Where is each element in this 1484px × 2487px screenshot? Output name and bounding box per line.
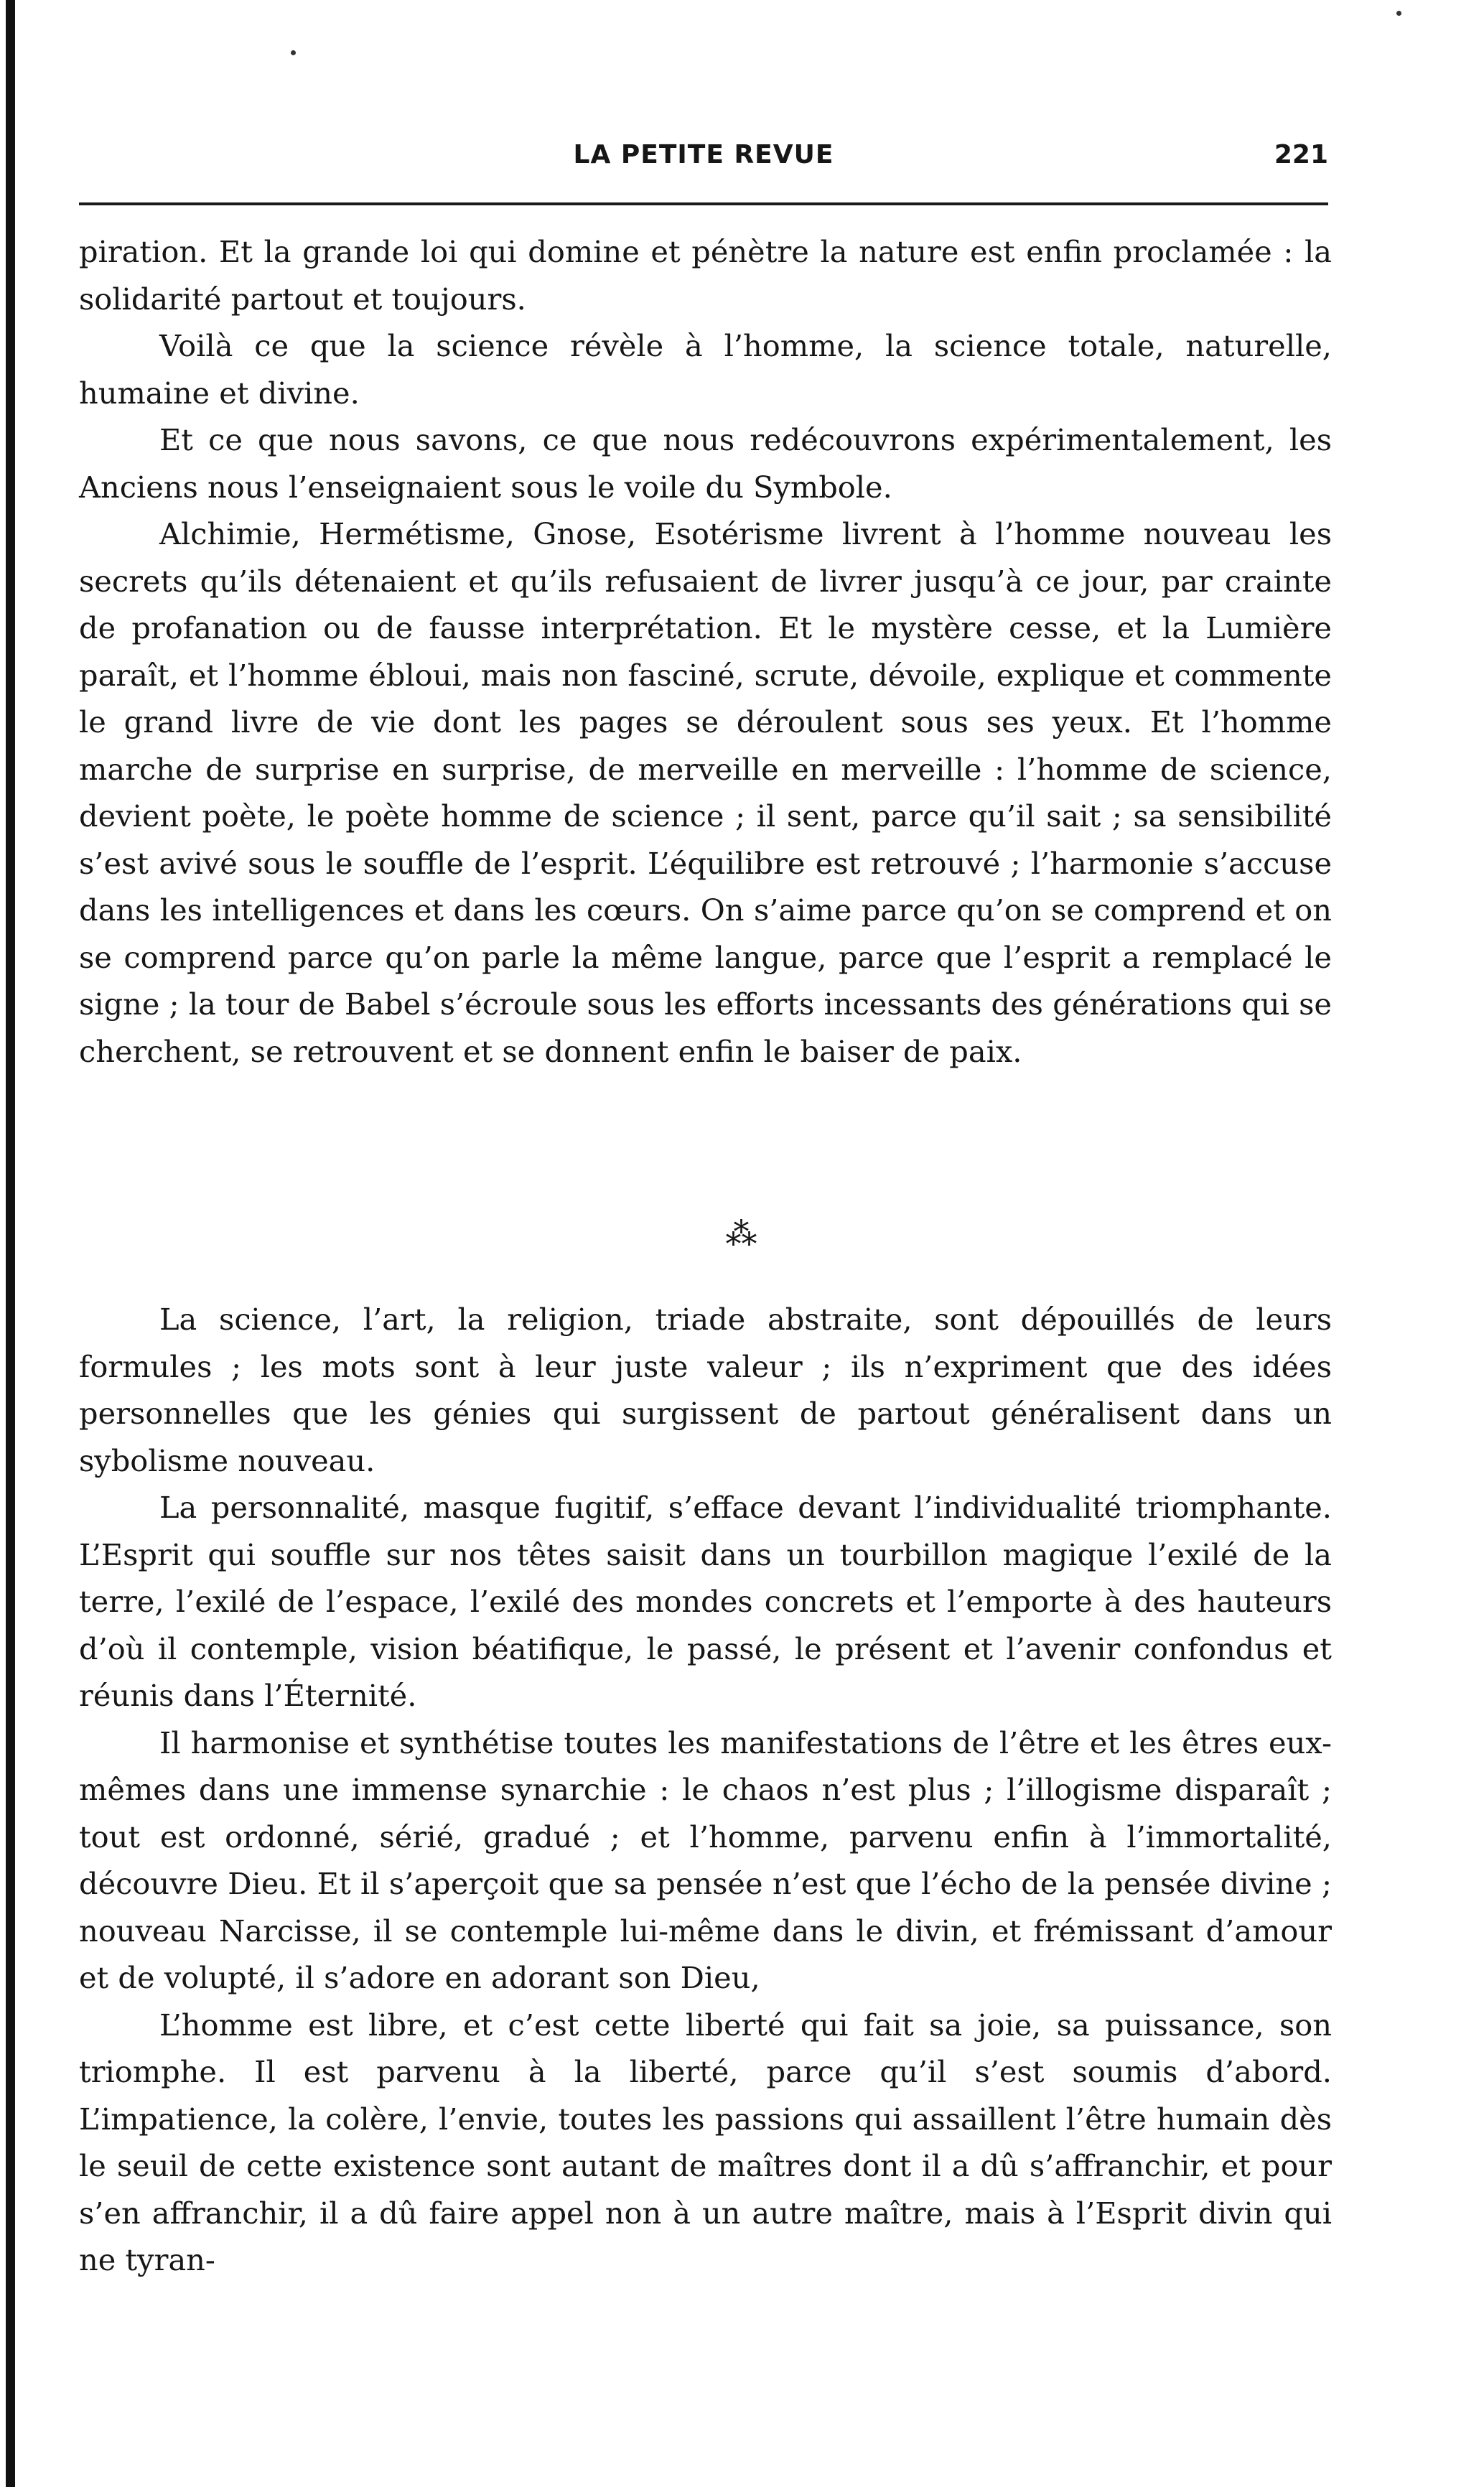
paragraph: Et ce que nous savons, ce que nous redécouvrons expérimentalement, les Anciens nous l’enseignaient sous le voile du Symbole. — [79, 422, 1332, 505]
paragraph: piration. Et la grande loi qui domine et pénètre la nature est enfin proclamée : la solidarité partout et toujours. — [79, 234, 1332, 317]
paragraph: Alchimie, Hermétisme, Gnose, Esotérisme livrent à l’homme nouveau les secrets qu’ils détenaient et qu’ils refusaient de livrer jusqu’à ce jour, par crainte de profanation ou de fausse interprétation. Et le mystère cesse, et la Lumière paraît, et l’homme ébloui, mais non fasciné, scrute, dévoile, explique et commente le grand livre de vie dont les pages se déroulent sous ses yeux. Et l’homme marche de surprise en surprise, de merveille en merveille : l’homme de science, devient poète, le poète homme de science ; il sent, parce qu’il sait ; sa sensibilité s’est avivé sous le souffle de l’esprit. L’équilibre est retrouvé ; l’harmonie s’accuse dans les intelligences et dans les cœurs. On s’aime parce qu’on se comprend et on se comprend parce qu’on parle la même langue, parce que l’esprit a remplacé le signe ; la tour de Babel s’écroule sous les efforts incessants des générations qui se cherchent, se retrouvent et se donnent enfin le baiser de paix. — [79, 516, 1332, 1069]
page-header — [79, 140, 1328, 183]
paragraph: La science, l’art, la religion, triade abstraite, sont dépouillés de leurs formules ; les mots sont à leur juste valeur ; ils n’expriment que des idées personnelles que les génies qui surgissent de partout généralisent dans un sybolisme nouveau. — [79, 1302, 1332, 1478]
header-rule — [79, 202, 1328, 205]
body-text-section-1 — [79, 228, 1332, 1075]
section-break-asterism: ⁂ — [725, 1216, 759, 1253]
paragraph: L’homme est libre, et c’est cette liberté qui fait sa joie, sa puissance, son triomphe. Il est parvenu à la liberté, parce qu’il s’est soumis d’abord. L’impatience, la colère, l’envie, toutes les passions qui assaillent l’être humain dès le seuil de cette existence sont autant de maîtres dont il a dû s’affranchir, et pour s’en affranchir, il a dû faire appel non à un autre maître, mais à l’Esprit divin qui ne tyran- — [79, 2007, 1332, 2277]
print-speck — [1396, 11, 1401, 16]
paragraph: Il harmonise et synthétise toutes les manifestations de l’être et les êtres eux-mêmes dans une immense synarchie : le chaos n’est plus ; l’illogisme disparaît ; tout est ordonné, sérié, gradué ; et l’homme, parvenu enfin à l’immortalité, découvre Dieu. Et il s’aperçoit que sa pensée n’est que l’écho de la pensée divine ; nouveau Narcisse, il se contemple lui-même dans le divin, et frémissant d’amour et de volupté, il s’adore en adorant son Dieu, — [79, 1725, 1332, 1995]
body-text-section-2 — [79, 1296, 1332, 2284]
running-title: LA PETITE REVUE — [573, 140, 834, 169]
paragraph: La personnalité, masque fugitif, s’efface devant l’individualité triomphante. L’Esprit qui souffle sur nos têtes saisit dans un tourbillon magique l’exilé de la terre, l’exilé de l’espace, l’exilé des mondes concrets et l’emporte à des hauteurs d’où il contemple, vision béatifique, le passé, le présent et l’avenir confondus et réunis dans l’Éternité. — [79, 1490, 1332, 1713]
print-speck — [291, 50, 296, 55]
page-number: 221 — [1274, 140, 1328, 169]
paragraph: Voilà ce que la science révèle à l’homme, la science totale, naturelle, humaine et divine. — [79, 328, 1332, 411]
